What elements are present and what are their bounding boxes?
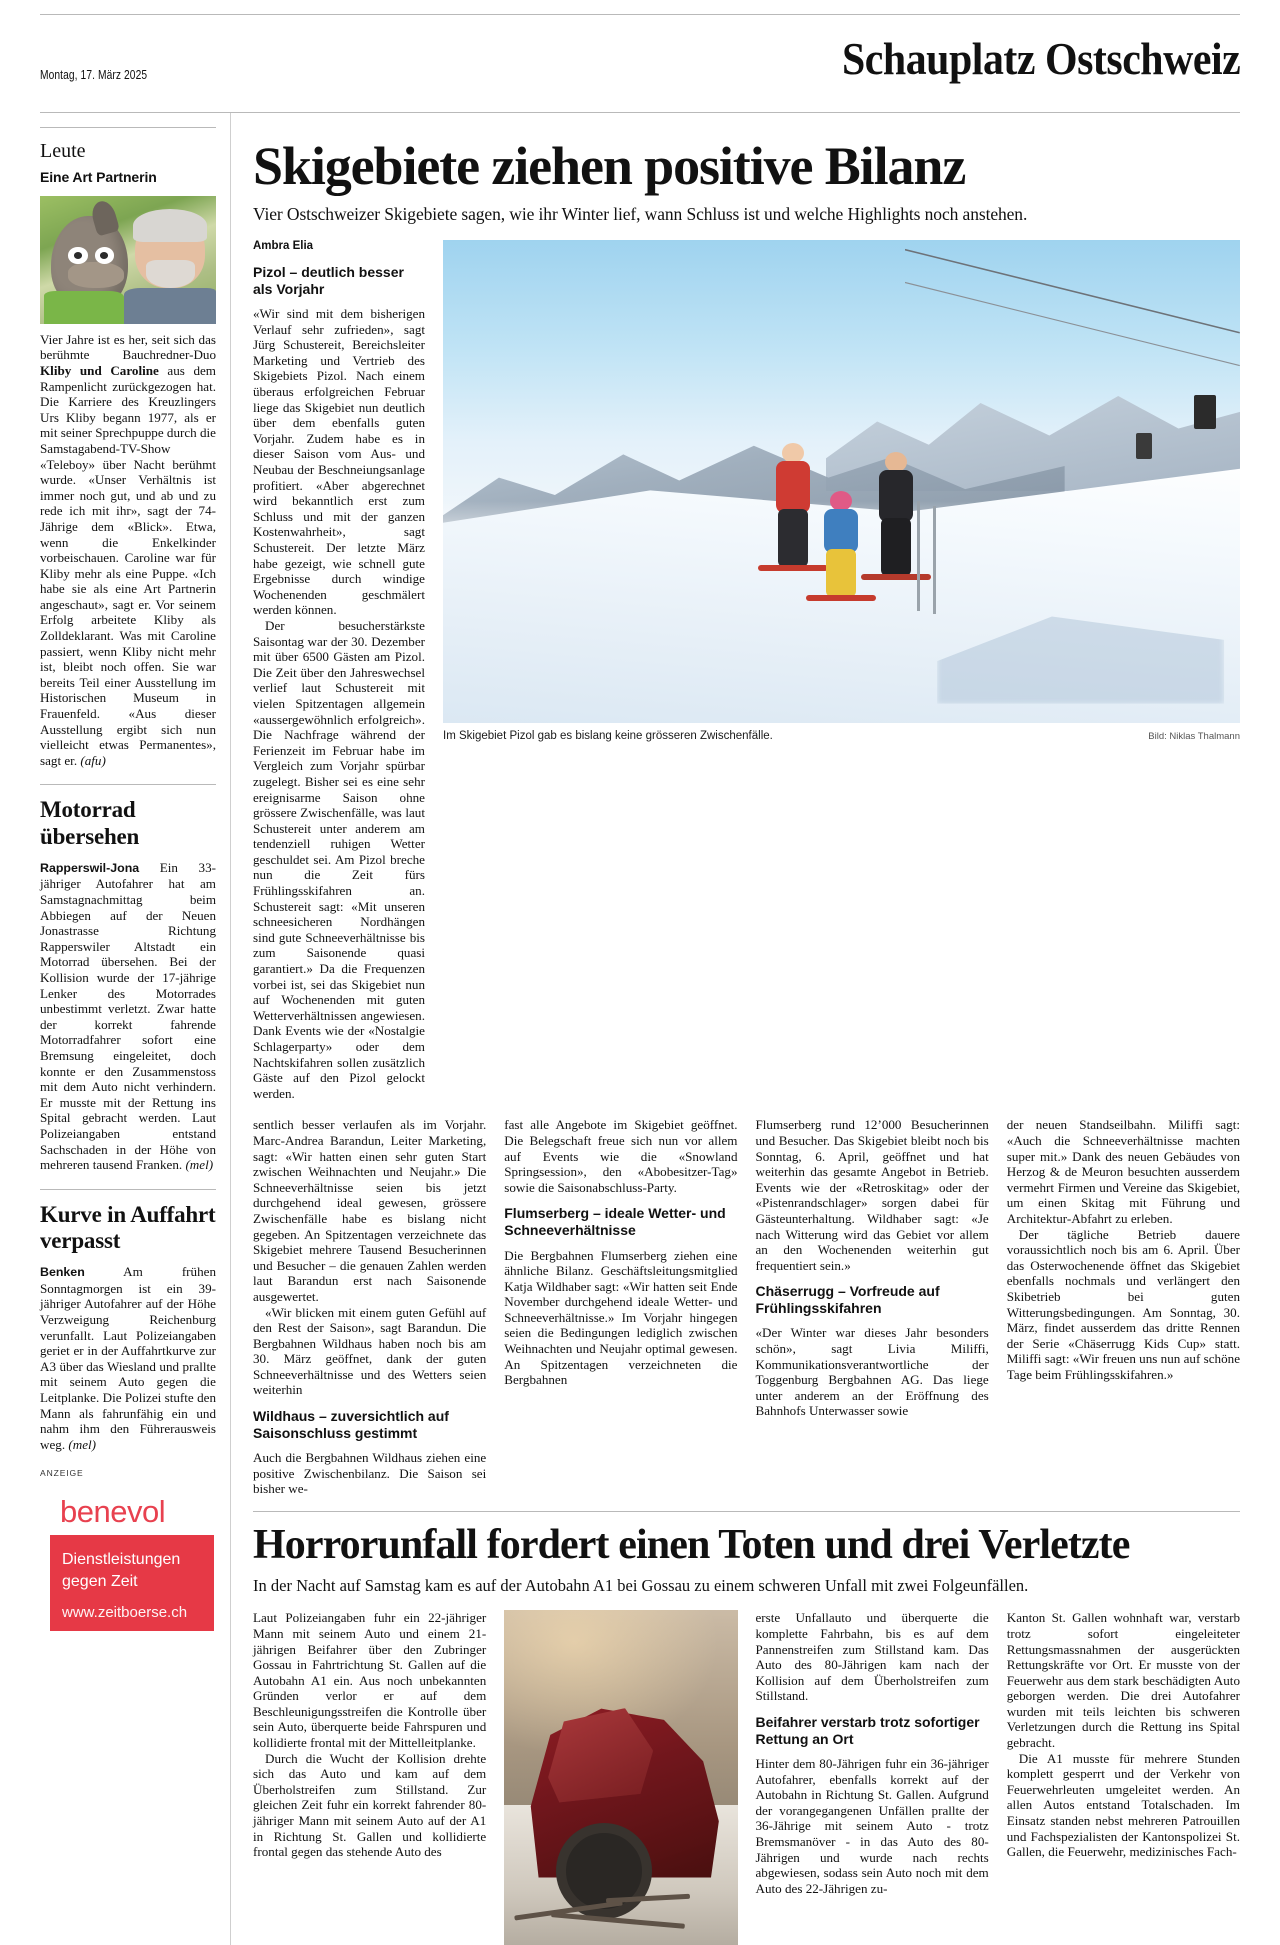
skier-adult-red bbox=[770, 443, 816, 593]
chairlift-cabin-1 bbox=[1194, 395, 1216, 429]
ad-url[interactable]: www.zeitboerse.ch bbox=[62, 1604, 188, 1622]
crash-column-1 bbox=[253, 1610, 486, 1860]
column-standseilbahn bbox=[1007, 1117, 1240, 1497]
crash-col3-paragraph-1: Kanton St. Gallen wohnhaft war, verstarb trotz sofort eingeleiteter Rettungsmassnahmen der ausgerückten Rettungskräfte vor Ort. Er musste von der Feuerwehr aus dem stark beschädigten Auto geborgen werden. Die drei Autofahrer wurden mit teils leichten bis schweren Verletzungen durch die Rettung ins Spital gebracht. bbox=[1006, 1610, 1240, 1751]
skier-legs bbox=[826, 549, 856, 597]
article2-columns bbox=[253, 1610, 1240, 1945]
photo-column bbox=[443, 240, 1240, 742]
column-wildhaus bbox=[253, 1117, 486, 1497]
headline-horrorunfall: Horrorunfall fordert einen Toten und drei Verletzte bbox=[253, 1522, 1130, 1569]
chairlift-cabin-2 bbox=[1136, 433, 1152, 459]
crash-column-3 bbox=[1007, 1610, 1240, 1860]
ad-line-1: Dienstleistungen bbox=[62, 1551, 181, 1569]
man-hair bbox=[133, 209, 207, 242]
masthead-top-rule bbox=[40, 14, 1240, 15]
col4-paragraph-2: Der tägliche Betrieb dauere voraussichtlich noch bis am 6. April. Über das Osterwochenende öffnet das Skigebiet ebenfalls nochmals und verlängert den Skibetrieb bei guten Witterungsbedingungen. Am Sonntag, 30. März, findet ausserdem das dritte Rennen der Serie «Chäserrugg Kids Cup» statt. Miliffi sagt: «Wir freuen uns nun auf schöne Tage beim Frühlingsskifahren.» bbox=[1006, 1226, 1240, 1382]
rail-text-leute: Vier Jahre ist es her, seit sich das berühmte Bauchredner-Duo Kliby und Caroline aus dem Rampenlicht zurückgezogen hat. Die Karriere des Kreuzlingers Urs Kliby begann 1977, als er mit seiner Sprechpuppe durch die Samstagabend-TV-Show «Teleboy» über Nacht berühmt wurde. «Unser Verhältnis ist immer noch gut, und ab und zu rede ich mit ihr», sagt der 74-Jährige dem «Blick». Etwa, wenn die Enkelkinder vorbeischauen. Caroline war für Kliby mehr als eine Puppe. «Ich habe sie als eine Art Partnerin angeschaut», sagt er. Vor seinem Erfolg arbeitete Kliby als Zolldeklarant. Was mit Caroline passiert, wenn Kliby nicht mehr ist, bleibt noch offen. Sie war bereits Teil einer Ausstellung im Historischen Museum in Frauenfeld. «Aus dieser Ausstellung ergibt sich nun vielleicht etwas Permanentes», sagt er. (afu) bbox=[40, 331, 216, 768]
rail-rule bbox=[40, 127, 216, 128]
skis bbox=[861, 574, 931, 580]
skier-torso bbox=[824, 509, 858, 553]
article2-rule bbox=[253, 1511, 1240, 1512]
skis bbox=[806, 595, 876, 601]
col2-paragraph-1: fast alle Angebote im Skigebiet geöffnet. Die Belegschaft freue sich nun vor allem auf Events wie die «Snowland Springsession», den «Abobesitzer-Tag» sowie die Saisonabschluss-Party. bbox=[504, 1117, 738, 1195]
man-beard bbox=[146, 260, 195, 288]
photo-credit: Bild: Niklas Thalmann bbox=[1148, 730, 1240, 742]
benevol-logo: benevol bbox=[60, 1494, 166, 1530]
article-horrorunfall bbox=[253, 1511, 1240, 1945]
col1-paragraph-3: Auch die Bergbahnen Wildhaus ziehen eine positive Zwischenbilanz. Die Saison sei bisher we- bbox=[253, 1450, 487, 1497]
masthead-bottom-rule bbox=[40, 112, 1240, 113]
subhead-wildhaus: Wildhaus – zuversichtlich auf Saisonschluss gestimmt bbox=[253, 1408, 449, 1442]
deck-skigebiete: Vier Ostschweizer Skigebiete sagen, wie ihr Winter lief, wann Schluss ist und welche Highlights noch anstehen. bbox=[253, 204, 1028, 225]
col2-paragraph-2: Die Bergbahnen Flumserberg ziehen eine ähnliche Bilanz. Geschäftsleitungsmitglied Katja Wildhaber sagt: «Wir hatten seit Ende November durchgehend ideale Wetter- und Schneeverhältnisse.» Im Vorjahr hingegen seien die Bedingungen lediglich zwischen Weihnachten und Neujahr optimal gewesen. An Spitzentagen verzeichneten die Bergbahnen bbox=[504, 1247, 738, 1388]
col4-paragraph-1: der neuen Standseilbahn. Miliffi sagt: «Auch die Schneeverhältnisse machten super mit.» Dank des neuen Gebäudes von Herzog & de Meuron besuchten ausserdem vermehrt Firmen und Vereine das Skigebiet, um einen Skitag mit Führung und Architektur-Abfahrt zu erleben. bbox=[1006, 1117, 1240, 1226]
photo-caption: Im Skigebiet Pizol gab es bislang keine grösseren Zwischenfälle. bbox=[443, 729, 773, 742]
crash-col1-paragraph-1: Laut Polizeiangaben fuhr ein 22-jähriger Mann mit seinem Auto und einem 21-jährigen Beifahrer über den Zubringer Gossau in Fahrtrichtung St. Gallen auf die Autobahn A1 ein. Aus noch unbekannten Gründen verlor er auf dem Beschleunigungsstreifen die Kontrolle über sein Auto, überquerte beide Fahrspuren und kollidierte frontal mit der Mittelleitplanke. bbox=[253, 1610, 487, 1751]
lead-row bbox=[253, 240, 1240, 1101]
article-skigebiete bbox=[253, 136, 1240, 1497]
skier-legs bbox=[881, 518, 911, 576]
rail-headline-motorrad: Motorrad übersehen bbox=[40, 797, 140, 849]
ad-line-2: gegen Zeit bbox=[62, 1572, 138, 1590]
col3-paragraph-2: «Der Winter war dieses Jahr besonders schön», sagt Livia Miliffi, Kommunikationsverantwortliche der Toggenburg Bergbahnen AG. Das liege unter anderem an der Eröffnung des Bahnhofs Unterwasser sowie bbox=[755, 1325, 989, 1419]
subhead-chaeserrugg: Chäserrugg – Vorfreude auf Frühlingsskifahren bbox=[755, 1283, 940, 1317]
rail-block-kurve bbox=[40, 1189, 216, 1453]
subhead-pizol: Pizol – deutlich besser als Vorjahr bbox=[253, 263, 404, 298]
puppet-shirt bbox=[44, 291, 125, 324]
lead-paragraph-2: Der besucherstärkste Saisontag war der 30. Dezember mit über 6500 Gästen am Pizol. Die Zeit über den Jahreswechsel verlief laut Schustereit mit vielen Spitzentagen allgemein «aussergewöhnlich erfolgreich». Die Nachfrage während der Ferienzeit im Februar habe im Vergleich zum Vorjahr spürbar zugelegt. Bisher sei es eine sehr ereignisarme Saison ohne grössere Zwischenfälle, was laut Schustereit unter anderem am tendenziell ruhigen Wetter geschuldet sei. Am Pizol breche nun die Zeit fürs Frühlingsskifahren an. Schustereit sagt: «Mit unseren schneesicheren Nordhängen sind gute Schneeverhältnisse bis zum Saisonende quasi garantiert.» Da die Frequenzen vorbei ist, sei das Skigebiet nun auf Wochenenden mit guten Wetterverhältnissen angewiesen. Dank Events wie der «Nostalgie Schlagerparty» oder dem Nachtskifahren sollen zusätzlich Gäste auf den Pizol gelockt werden. bbox=[253, 617, 425, 1101]
puppet-snout bbox=[68, 262, 124, 288]
skier-legs bbox=[778, 509, 808, 567]
advertisement[interactable] bbox=[40, 1468, 216, 1631]
lead-column bbox=[253, 240, 425, 1101]
rail-headline-kurve: Kurve in Auffahrt verpasst bbox=[40, 1201, 216, 1253]
skier-torso bbox=[879, 470, 913, 522]
rail-text-kurve: Benken Am frühen Sonntagmorgen ist ein 39-jähriger Autofahrer auf der Höhe Verzweigung Reichenburg verunfallt. Laut Polizeiangaben geriet er in der Auffahrtkurve zur A3 über das Wiesland und prallte mit seinem Auto gegen die Leitplanke. Die Polizei stufte den Mann als fahrunfähig ein und nahm ihm den Führerausweis weg. (mel) bbox=[40, 1264, 216, 1452]
skier-child-pink bbox=[818, 491, 864, 621]
crash-column-2 bbox=[756, 1610, 989, 1896]
publication-date: Montag, 17. März 2025 bbox=[40, 68, 148, 82]
crash-photo bbox=[504, 1610, 737, 1945]
page-body bbox=[40, 113, 1240, 1945]
man-body bbox=[124, 288, 216, 324]
col1-paragraph-2: «Wir blicken mit einem guten Gefühl auf den Rest der Saison», sagt Barandun. Die Bergbahnen Wildhaus haben noch bis am 30. März geöffnet, dank der guten Schneeverhältnisse und des Wetters seien weiterhin bbox=[253, 1304, 487, 1398]
col3-paragraph-1: Flumserberg rund 12’000 Besucherinnen und Besucher. Das Skigebiet bleibt noch bis Sonntag, 6. April, geöffnet und hat weiterhin das gesamte Angebot in Betrieb. Events wie der «Retroskitag» oder der «Pistenrandschlager» sorgen dabei für Gästeunterhaltung. Wildhaber sagt: «Je nach Witterung wird das Gebiet vor allem an den Wochenenden weiterhin gut frequentiert sein.» bbox=[755, 1117, 989, 1273]
column-chaeserrugg bbox=[756, 1117, 989, 1497]
skier-head bbox=[830, 491, 852, 511]
skier-head bbox=[782, 443, 804, 463]
ski-lift-cables bbox=[905, 240, 1240, 453]
crash-col3-paragraph-2: Die A1 musste für mehrere Stunden komplett gesperrt und der Verkehr von Feuerwehrleuten umgeleitet werden. An allen Autos entstand Totalschaden. Im Einsatz standen nebst mehreren Patrouillen und Fachspezialisten der Kantonspolizei St. Gallen, die Feuerwehr, medizinisches Fach- bbox=[1006, 1750, 1240, 1860]
crash-col2-paragraph-1: erste Unfallauto und überquerte die komplette Fahrbahn, bis es auf dem Pannenstreifen zum Stillstand kam. Das Auto des 80-Jährigen kam nach der Kollision auf dem Überholstreifen zum Stillstand. bbox=[755, 1610, 989, 1704]
portrait-photo bbox=[40, 196, 216, 324]
byline: Ambra Elia bbox=[253, 239, 314, 252]
ad-logo-area bbox=[50, 1484, 214, 1535]
subhead-flumserberg: Flumserberg – ideale Wetter- und Schneeverhältnisse bbox=[504, 1205, 726, 1239]
debris-field bbox=[514, 1865, 724, 1925]
rail-block-motorrad bbox=[40, 784, 216, 1172]
lead-paragraph-1: «Wir sind mit dem bisherigen Verlauf sehr zufrieden», sagt Jürg Schustereit, Bereichsleiter Marketing und Vertrieb des Skigebiets Pizol. Nach einem überaus erfolgreichen Februar liege das Skigebiet nun deutlich über dem ebenfalls guten Vorjahr. Zudem habe es in dieser Saison vom Aus- und Neubau der Beschneiungsanlage profitiert. «Aber abgerechnet wird bekanntlich erst zum Schluss und mit der ganzen Kostenwahrheit», sagt Schustereit. Der letzte März habe gezeigt, wie schnell gute Ergebnisse durch windige Wochenenden geschmälert werden können. bbox=[253, 306, 425, 618]
article-columns bbox=[253, 1117, 1240, 1497]
ad-message-area bbox=[50, 1535, 214, 1631]
debris-piece bbox=[606, 1894, 690, 1903]
main-area bbox=[231, 113, 1240, 1945]
subhead-beifahrer: Beifahrer verstarb trotz sofortiger Rettung an Ort bbox=[755, 1713, 980, 1747]
deck-horrorunfall: In der Nacht auf Samstag kam es auf der Autobahn A1 bei Gossau zu einem schweren Unfall mit zwei Folgeunfällen. bbox=[253, 1575, 1029, 1595]
rail-rule bbox=[40, 784, 216, 785]
section-title: Schauplatz Ostschweiz bbox=[841, 34, 1240, 84]
rail-text-motorrad: Rapperswil-Jona Ein 33-jähriger Autofahrer hat am Samstagnachmittag beim Abbiegen auf der Neuen Jonastrasse Richtung Rapperswiler Altstadt ein Motorrad übersehen. Bei der Kollision wurde der 17-jährige Lenker des Motorrades unbestimmt verletzt. Zwar hatte der korrekt fahrende Motorradfahrer sofort eine Bremsung eingeleitet, doch konnte er den Zusammenstoss mit dem Auto nicht verhindern. Er musste mit der Rettung ins Spital gebracht werden. Laut Polizeiangaben entstand Sachschaden in der Höhe von mehreren tausend Franken. (mel) bbox=[40, 859, 216, 1173]
rail-block-leute bbox=[40, 127, 216, 768]
ski-pole-2 bbox=[933, 506, 936, 614]
ad-box[interactable] bbox=[50, 1484, 214, 1631]
column-flumserberg bbox=[504, 1117, 737, 1497]
ski-area-photo bbox=[443, 240, 1240, 723]
col1-paragraph-1: sentlich besser verlaufen als im Vorjahr. Marc-Andrea Barandun, Leiter Marketing, sagt: «Wir hatten einen sehr guten Start zwischen Weihnachten und Neujahr.» Die Schneeverhältnisse seien bis jetzt durchgehend ideal gewesen, grössere Zwischenfälle habe es bislang nicht gegeben. An Spitzentagen verzeichnete das Skigebiet mehrere Tausend Besucherinnen und Besucher – die genauen Zahlen werden laut Barandun erst nach Saisonende ausgewertet. bbox=[253, 1117, 487, 1304]
skier-torso bbox=[776, 461, 810, 513]
crash-photo-column bbox=[504, 1610, 737, 1945]
anzeige-label: ANZEIGE bbox=[40, 1468, 84, 1479]
masthead bbox=[40, 0, 1240, 113]
headline-skigebiete: Skigebiete ziehen positive Bilanz bbox=[253, 136, 966, 196]
left-rail bbox=[40, 113, 231, 1945]
crash-col1-paragraph-2: Durch die Wucht der Kollision drehte sich das Auto und kam auf dem Überholstreifen zum Stillstand. Zur gleichen Zeit fuhr ein korrekt fahrender 80-jähriger Mann mit seinem Auto auf der A1 in Richtung St. Gallen und kollidierte frontal gegen das stehende Auto des bbox=[253, 1750, 487, 1860]
rail-subhead-leute: Eine Art Partnerin bbox=[40, 169, 157, 185]
caption-row bbox=[443, 730, 1240, 742]
ski-pole-1 bbox=[917, 501, 920, 611]
crash-col2-paragraph-2: Hinter dem 80-Jährigen fuhr ein 36-jähriger Autofahrer, ebenfalls korrekt auf der Autobahn in Richtung St. Gallen. Aufgrund der vorangegangenen Unfällen prallte der 36-Jährige mit seinem Auto - trotz Bremsmanöver - in das Auto des 80-Jährigen und wurde nach rechts abgewiesen, sodass sein Auto noch mit dem Auto des 22-Jährigen zu- bbox=[755, 1756, 989, 1896]
skier-head bbox=[885, 452, 907, 472]
rail-kicker-leute: Leute bbox=[40, 140, 86, 162]
puppet-eye-right bbox=[95, 247, 114, 264]
rail-rule bbox=[40, 1189, 216, 1190]
skier-adult-dark bbox=[873, 452, 919, 602]
puppet-eye-left bbox=[68, 247, 87, 264]
